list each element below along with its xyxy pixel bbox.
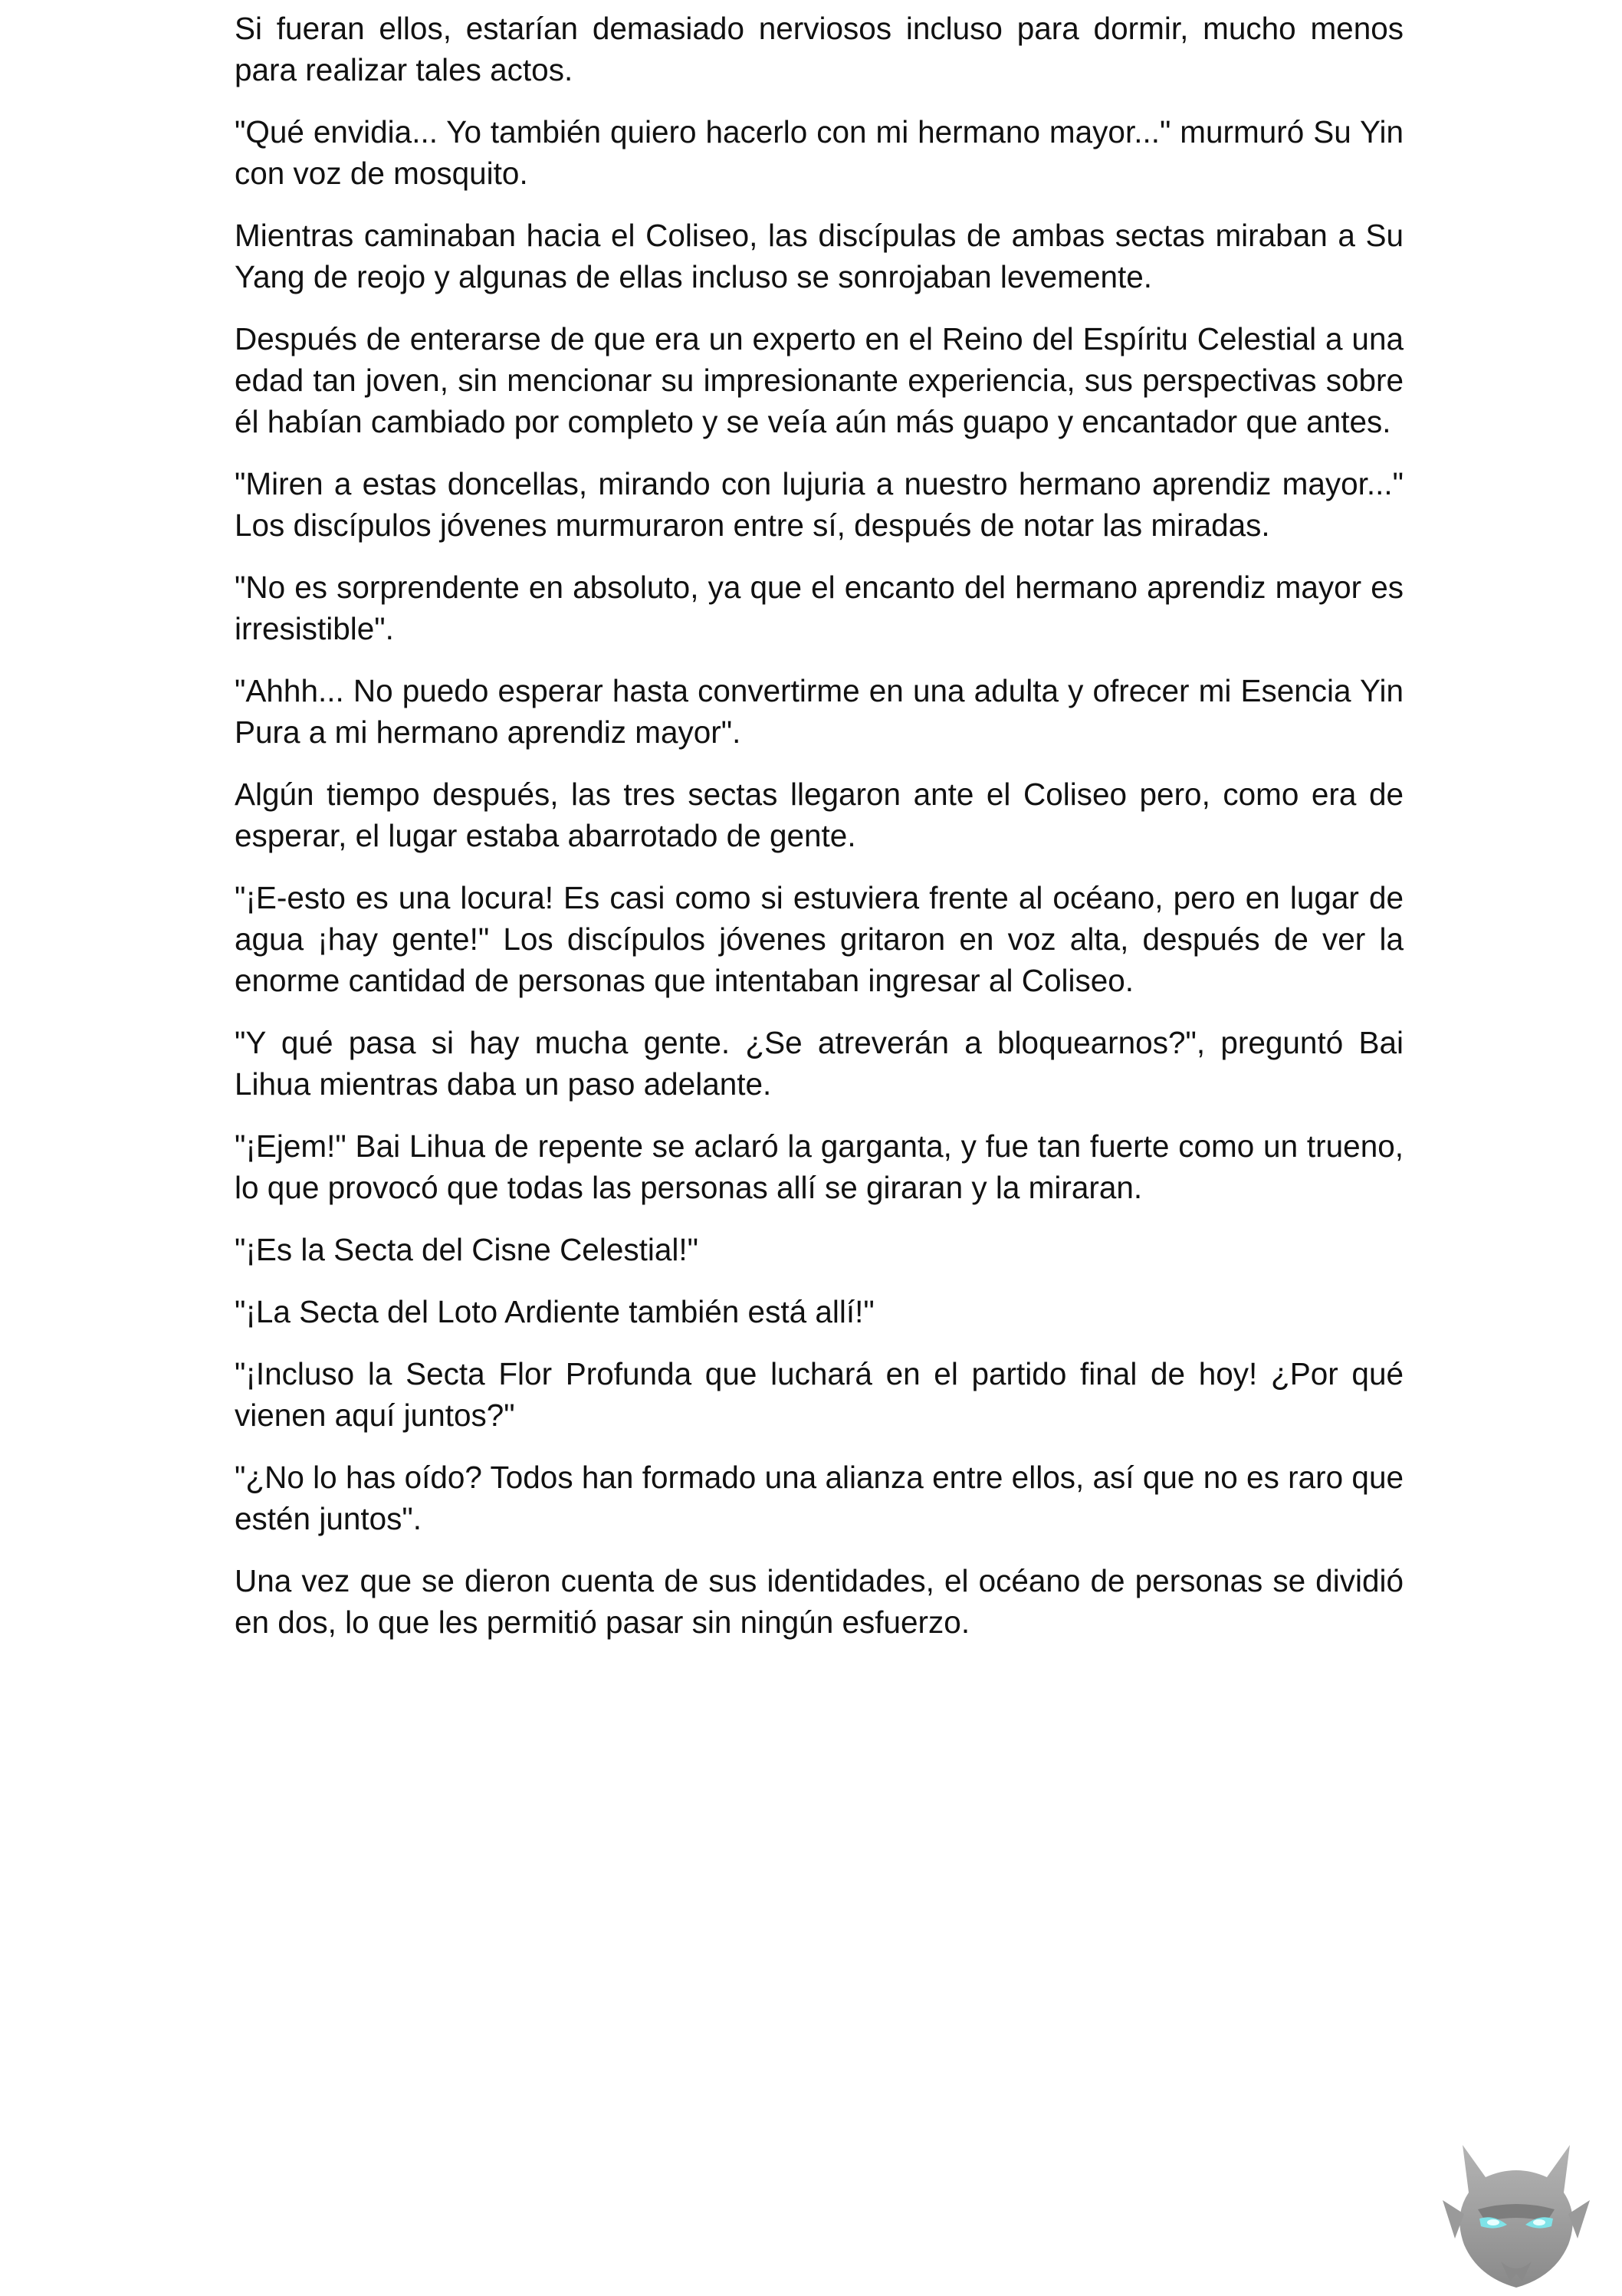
paragraph-5: "Miren a estas doncellas, mirando con lujuria a nuestro hermano aprendiz mayor..." Los discípulos jóvenes murmuraron entre sí, después de notar las miradas. [235,466,1404,543]
demon-head-icon [1432,2124,1601,2292]
document-body [235,8,1404,1664]
paragraph-2: "Qué envidia... Yo también quiero hacerlo con mi hermano mayor..." murmuró Su Yin con voz de mosquito. [235,114,1404,191]
paragraph-3: Mientras caminaban hacia el Coliseo, las discípulas de ambas sectas miraban a Su Yang de reojo y algunas de ellas incluso se sonrojaban levemente. [235,218,1404,294]
paragraph-14: "¡Incluso la Secta Flor Profunda que luchará en el partido final de hoy! ¿Por qué vienen aquí juntos?" [235,1356,1404,1433]
paragraph-15: "¿No lo has oído? Todos han formado una alianza entre ellos, así que no es raro que estén juntos". [235,1460,1404,1536]
paragraph-4: Después de enterarse de que era un experto en el Reino del Espíritu Celestial a una edad tan joven, sin mencionar su impresionante experiencia, sus perspectivas sobre él habían cambiado por completo y se veía aún más guapo y encantador que antes. [235,321,1404,439]
paragraph-12: "¡Es la Secta del Cisne Celestial!" [235,1232,699,1267]
paragraph-1: Si fueran ellos, estarían demasiado nerviosos incluso para dormir, mucho menos para realizar tales actos. [235,11,1404,87]
paragraph-11: "¡Ejem!" Bai Lihua de repente se aclaró la garganta, y fue tan fuerte como un trueno, lo que provocó que todas las personas allí se giraran y la miraran. [235,1128,1404,1205]
paragraph-8: Algún tiempo después, las tres sectas llegaron ante el Coliseo pero, como era de esperar, el lugar estaba abarrotado de gente. [235,777,1404,853]
paragraph-9: "¡E-esto es una locura! Es casi como si estuviera frente al océano, pero en lugar de agua ¡hay gente!" Los discípulos jóvenes gritaron en voz alta, después de ver la enorme cantidad de personas que intentaban ingresar al Coliseo. [235,880,1404,998]
paragraph-7: "Ahhh... No puedo esperar hasta convertirme en una adulta y ofrecer mi Esencia Yin Pura a mi hermano aprendiz mayor". [235,673,1404,750]
paragraph-10: "Y qué pasa si hay mucha gente. ¿Se atreverán a bloquearnos?", preguntó Bai Lihua mientras daba un paso adelante. [235,1025,1404,1102]
paragraph-6: "No es sorprendente en absoluto, ya que el encanto del hermano aprendiz mayor es irresistible". [235,570,1404,646]
paragraph-13: "¡La Secta del Loto Ardiente también está allí!" [235,1294,875,1329]
paragraph-16: Una vez que se dieron cuenta de sus identidades, el océano de personas se dividió en dos, lo que les permitió pasar sin ningún esfuerzo. [235,1563,1404,1640]
